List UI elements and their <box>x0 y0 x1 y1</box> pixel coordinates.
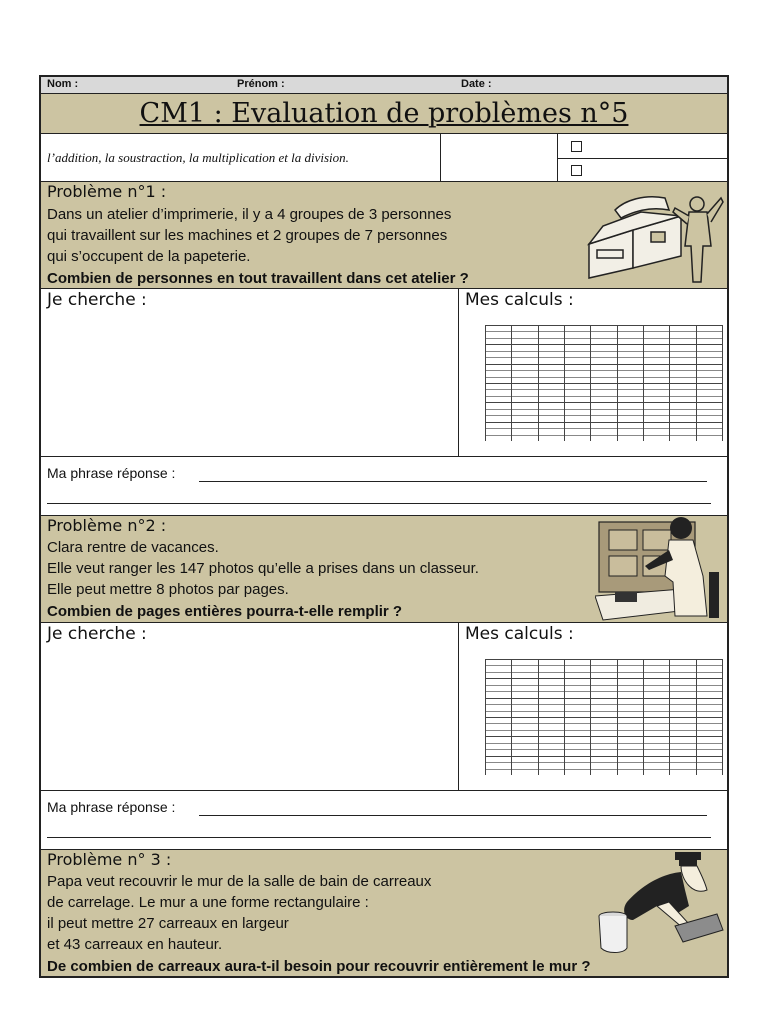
phrase-reponse-label: Ma phrase réponse : <box>47 799 176 815</box>
je-cherche-label: Je cherche : <box>47 624 147 644</box>
date-label: Date : <box>461 78 492 90</box>
tiling-worker-icon <box>597 850 727 954</box>
problem-3 <box>41 850 727 976</box>
problem-3-line: et 43 carreaux en hauteur. <box>47 936 223 953</box>
problem-2-title: Problème n°2 : <box>47 516 167 535</box>
problem-3-line: il peut mettre 27 carreaux en largeur <box>47 915 289 932</box>
problem-3-line: de carrelage. Le mur a une forme rectangulaire : <box>47 894 369 911</box>
student-header <box>41 77 727 94</box>
mes-calculs-label: Mes calculs : <box>465 624 574 644</box>
answer-line[interactable] <box>199 815 707 816</box>
problem-2-line: Clara rentre de vacances. <box>47 539 219 556</box>
work-area-2 <box>41 623 727 791</box>
mes-calculs-label: Mes calculs : <box>465 290 574 310</box>
printing-press-icon <box>585 186 725 286</box>
problem-1-line: qui s’occupent de la papeterie. <box>47 248 251 265</box>
calculation-grid-2 <box>485 659 723 775</box>
problem-3-question: De combien de carreaux aura-t-il besoin pour recouvrir entièrement le mur ? <box>47 958 591 975</box>
checkbox-1[interactable] <box>571 141 582 152</box>
problem-2 <box>41 516 727 623</box>
page-title-text: CM1 : Evaluation de problèmes n°5 <box>139 98 629 129</box>
problem-2-question: Combien de pages entières pourra-t-elle remplir ? <box>47 603 403 620</box>
problem-1-line: qui travaillent sur les machines et 2 groupes de 7 personnes <box>47 227 448 244</box>
nom-label: Nom : <box>47 78 79 90</box>
problem-2-line: Elle peut mettre 8 photos par pages. <box>47 581 289 598</box>
skills-text: l’addition, la soustraction, la multiplication et la division. <box>47 150 349 165</box>
skills-row <box>41 134 727 182</box>
page-title <box>41 94 727 134</box>
photo-album-icon <box>595 516 725 622</box>
answer-area-1 <box>41 457 727 516</box>
problem-1 <box>41 182 727 289</box>
answer-line[interactable] <box>199 481 707 482</box>
phrase-reponse-label: Ma phrase réponse : <box>47 465 176 481</box>
je-cherche-label: Je cherche : <box>47 290 147 310</box>
prenom-label: Prénom : <box>237 78 285 90</box>
calculation-grid-1 <box>485 325 723 441</box>
problem-1-title: Problème n°1 : <box>47 182 167 201</box>
checkbox-2[interactable] <box>571 165 582 176</box>
problem-3-title: Problème n° 3 : <box>47 850 172 869</box>
worksheet <box>39 75 729 978</box>
problem-2-line: Elle veut ranger les 147 photos qu’elle a prises dans un classeur. <box>47 560 479 577</box>
answer-line[interactable] <box>47 503 711 504</box>
problem-3-line: Papa veut recouvrir le mur de la salle de bain de carreaux <box>47 873 432 890</box>
answer-line[interactable] <box>47 837 711 838</box>
answer-area-2 <box>41 791 727 850</box>
work-area-1 <box>41 289 727 457</box>
problem-1-question: Combien de personnes en tout travaillent dans cet atelier ? <box>47 270 469 287</box>
problem-1-line: Dans un atelier d’imprimerie, il y a 4 groupes de 3 personnes <box>47 206 452 223</box>
